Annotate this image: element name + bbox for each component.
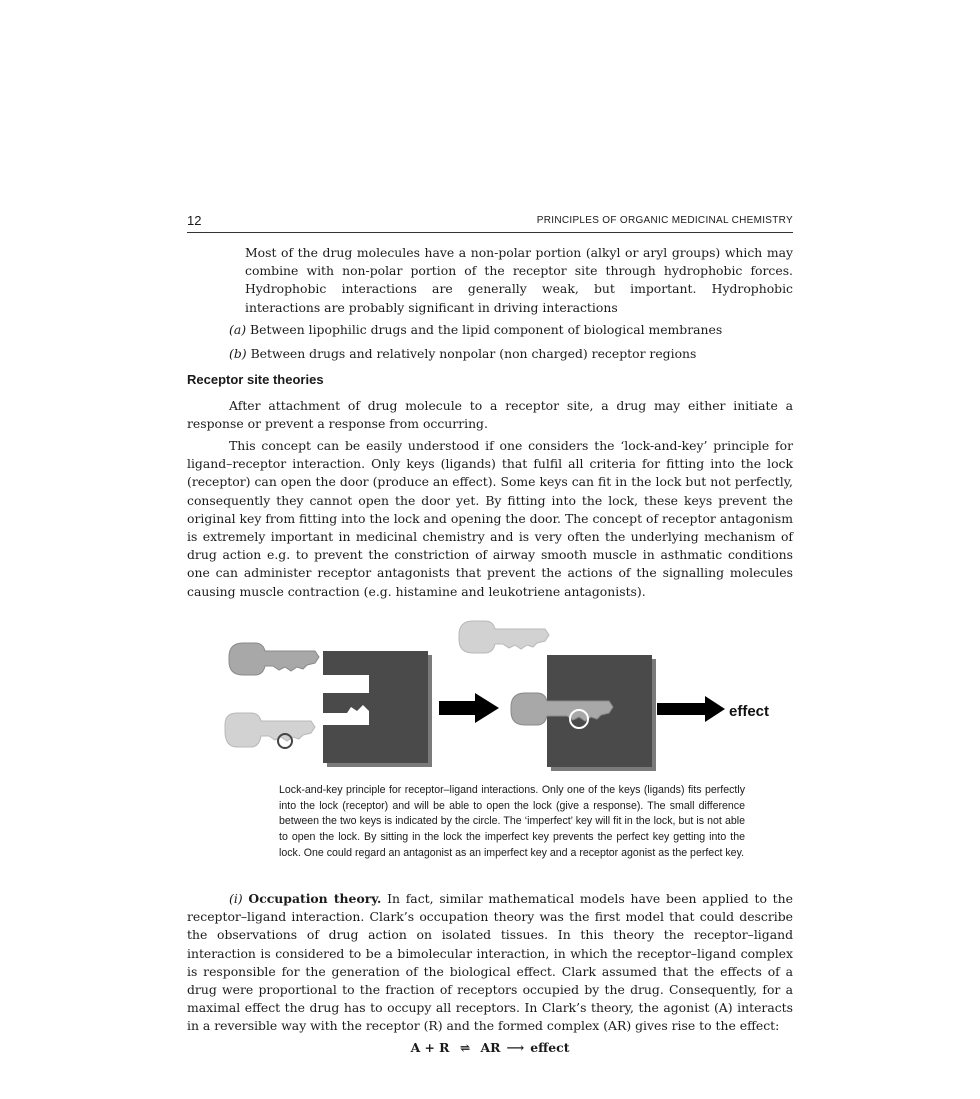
paragraph: After attachment of drug molecule to a receptor site, a drug may either initiate a response or prevent a response from occurring. (187, 398, 793, 432)
list-text: Between lipophilic drugs and the lipid component of biological membranes (250, 322, 723, 337)
equation-rhs: effect (530, 1040, 570, 1055)
figure-caption: Lock-and-key principle for receptor–ligand interactions. Only one of the keys (ligands) fits perfectly into the lock (receptor) and will be able to open the lock (give a response). The small difference between the two keys is indicated by the circle. The ‘imperfect’ key will fit in the lock, but is not able to open the lock. By sitting in the lock the imperfect key prevents the perfect key getting into the lock. One could regard an antagonist as an imperfect key and a receptor agonist as the perfect key. (279, 784, 745, 859)
list-text: Between drugs and relatively nonpolar (non charged) receptor regions (250, 346, 697, 361)
list-marker: (b) (229, 346, 247, 361)
page-header (187, 213, 793, 233)
section-marker: (i) (229, 891, 243, 906)
effect-label: effect (729, 703, 770, 720)
equation-complex: AR (480, 1040, 501, 1055)
occupation-title: Occupation theory. (248, 891, 382, 906)
section-heading: Receptor site theories (187, 372, 324, 387)
occupation-text: In fact, similar mathematical models have been applied to the receptor–ligand interaction. Clark’s occupation theory was the first model that could describe the observations of drug action on isolated tissues. In this theory the receptor–ligand interaction is considered to be a bimolecular interaction, in which the receptor–ligand complex is responsible for the generation of the biological effect. Clark assumed that the effects of a drug were proportional to the fraction of receptors occupied by the drug. Consequently, for a maximal effect the drug has to occupy all receptors. In Clark’s theory, the agonist (A) interacts in a reversible way with the receptor (R) and the formed complex (AR) gives rise to the effect: (187, 891, 793, 1034)
equilibrium-arrow-icon: ⇌ (459, 1040, 471, 1055)
arrow-icon (439, 693, 499, 723)
paragraph: This concept can be easily understood if one considers the ‘lock-and-key’ principle for ligand–receptor interaction. Only keys (ligands) that fulfil all criteria for fitting into the lock (receptor) can open the door (produce an effect). Some keys can fit in the lock but not perfectly, consequently they cannot open the door yet. By fitting into the lock, these keys prevent the original key from fitting into the lock and opening the door. The concept of receptor antagonism is extremely important in medicinal chemistry and is very often the underlying mechanism of drug action e.g. to prevent the constriction of airway smooth muscle in asthmatic conditions one can administer receptor antagonists that prevent the actions of the signalling molecules causing muscle contraction (e.g. histamine and leukotriene antagonists). (187, 438, 793, 599)
perfect-key-icon (229, 643, 319, 675)
page-number: 12 (187, 213, 202, 228)
reaction-arrow-icon: ⟶ (506, 1040, 525, 1055)
lock-with-key-icon (511, 655, 656, 771)
reaction-equation (187, 1040, 793, 1055)
effect-arrow-icon (657, 696, 725, 722)
lock-and-key-figure (219, 615, 779, 775)
equation-lhs: A + R (410, 1040, 450, 1055)
list-item (229, 322, 793, 337)
imperfect-key-icon (225, 713, 315, 748)
list-marker: (a) (229, 322, 247, 337)
top-key-icon (459, 621, 549, 653)
list-item (229, 346, 793, 361)
running-title: PRINCIPLES OF ORGANIC MEDICINAL CHEMISTRY (536, 215, 793, 226)
intro-paragraph: Most of the drug molecules have a non-polar portion (alkyl or aryl groups) which may combine with non-polar portion of the receptor site through hydrophobic forces. Hydrophobic interactions are generally weak, but important. Hydrophobic interactions are probably significant in driving interactions (245, 245, 793, 315)
lock-icon (323, 651, 432, 767)
occupation-paragraph (187, 890, 793, 1036)
